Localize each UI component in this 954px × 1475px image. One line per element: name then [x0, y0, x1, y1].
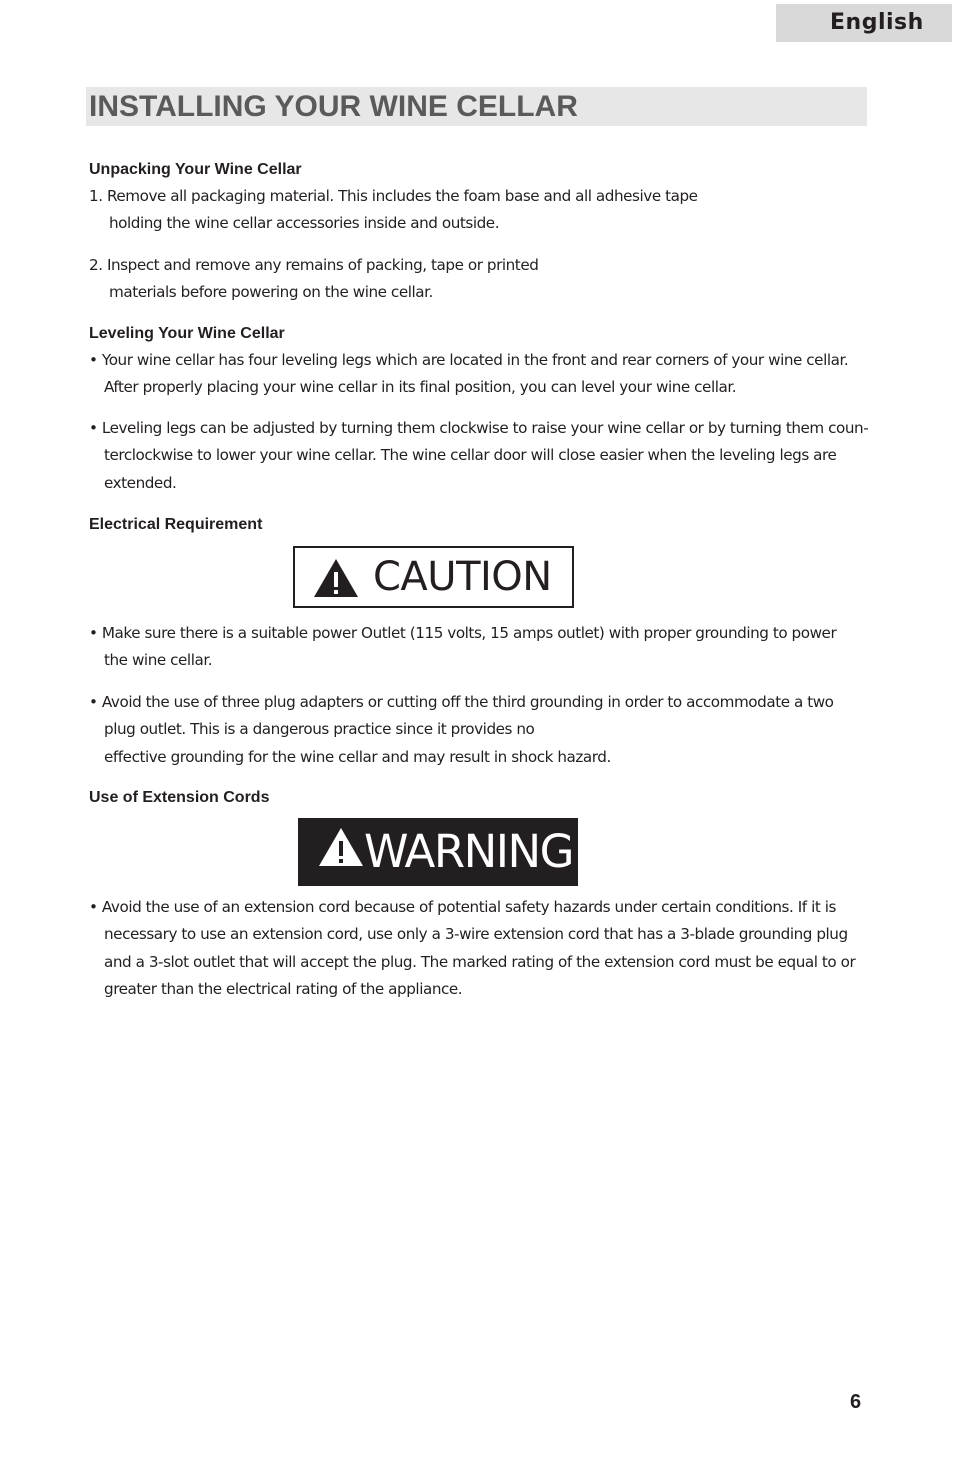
electrical-bullet-1: [89, 620, 869, 675]
text-line: greater than the electrical rating of the appliance.: [104, 979, 463, 998]
leveling-bullet-1: [89, 347, 869, 402]
text-line: • Your wine cellar has four leveling legs which are located in the front and rear corners of your wine cellar.: [89, 351, 849, 369]
text-line: After properly placing your wine cellar in its final position, you can level your wine cellar.: [104, 378, 737, 397]
unpacking-step-1: [89, 183, 869, 238]
text-line: 2. Inspect and remove any remains of packing, tape or printed: [89, 256, 539, 274]
page-title-band: [86, 87, 867, 126]
caution-label: CAUTION: [373, 554, 552, 600]
unpacking-step-2: [89, 252, 869, 307]
warning-triangle-icon: [312, 557, 360, 599]
section-heading-extension-cords: Use of Extension Cords: [89, 789, 270, 806]
text-line: necessary to use an extension cord, use only a 3-wire extension cord that has a 3-blade grounding plug: [104, 925, 848, 944]
text-line: • Leveling legs can be adjusted by turning them clockwise to raise your wine cellar or by turning them coun-: [89, 419, 869, 437]
extension-bullet-1: [89, 894, 869, 1003]
language-tab: English: [776, 4, 952, 42]
text-line: holding the wine cellar accessories inside and outside.: [109, 214, 500, 233]
text-line: the wine cellar.: [104, 651, 213, 670]
page-number: 6: [850, 1391, 862, 1413]
text-line: effective grounding for the wine cellar and may result in shock hazard.: [104, 747, 611, 766]
text-line: plug outlet. This is a dangerous practice since it provides no: [104, 720, 535, 739]
caution-label-box: [293, 546, 574, 608]
warning-label: WARNING: [364, 825, 574, 878]
text-line: • Make sure there is a suitable power Outlet (115 volts, 15 amps outlet) with proper grounding to power: [89, 624, 837, 642]
text-line: 1. Remove all packaging material. This includes the foam base and all adhesive tape: [89, 187, 698, 205]
text-line: extended.: [104, 473, 177, 492]
section-heading-leveling: Leveling Your Wine Cellar: [89, 325, 285, 342]
text-line: terclockwise to lower your wine cellar. The wine cellar door will close easier when the leveling legs are: [104, 446, 837, 465]
section-heading-unpacking: Unpacking Your Wine Cellar: [89, 161, 302, 178]
leveling-bullet-2: [89, 415, 869, 497]
warning-triangle-icon: [317, 826, 365, 868]
warning-label-box: [298, 818, 578, 886]
section-heading-electrical: Electrical Requirement: [89, 516, 263, 533]
electrical-bullet-2: [89, 689, 869, 771]
text-line: and a 3-slot outlet that will accept the plug. The marked rating of the extension cord must be equal to or: [104, 952, 856, 971]
text-line: materials before powering on the wine cellar.: [109, 283, 433, 302]
text-line: • Avoid the use of an extension cord because of potential safety hazards under certain conditions. If it is: [89, 898, 836, 916]
text-line: • Avoid the use of three plug adapters or cutting off the third grounding in order to accommodate a two: [89, 693, 834, 711]
page-title: INSTALLING YOUR WINE CELLAR: [89, 90, 578, 123]
